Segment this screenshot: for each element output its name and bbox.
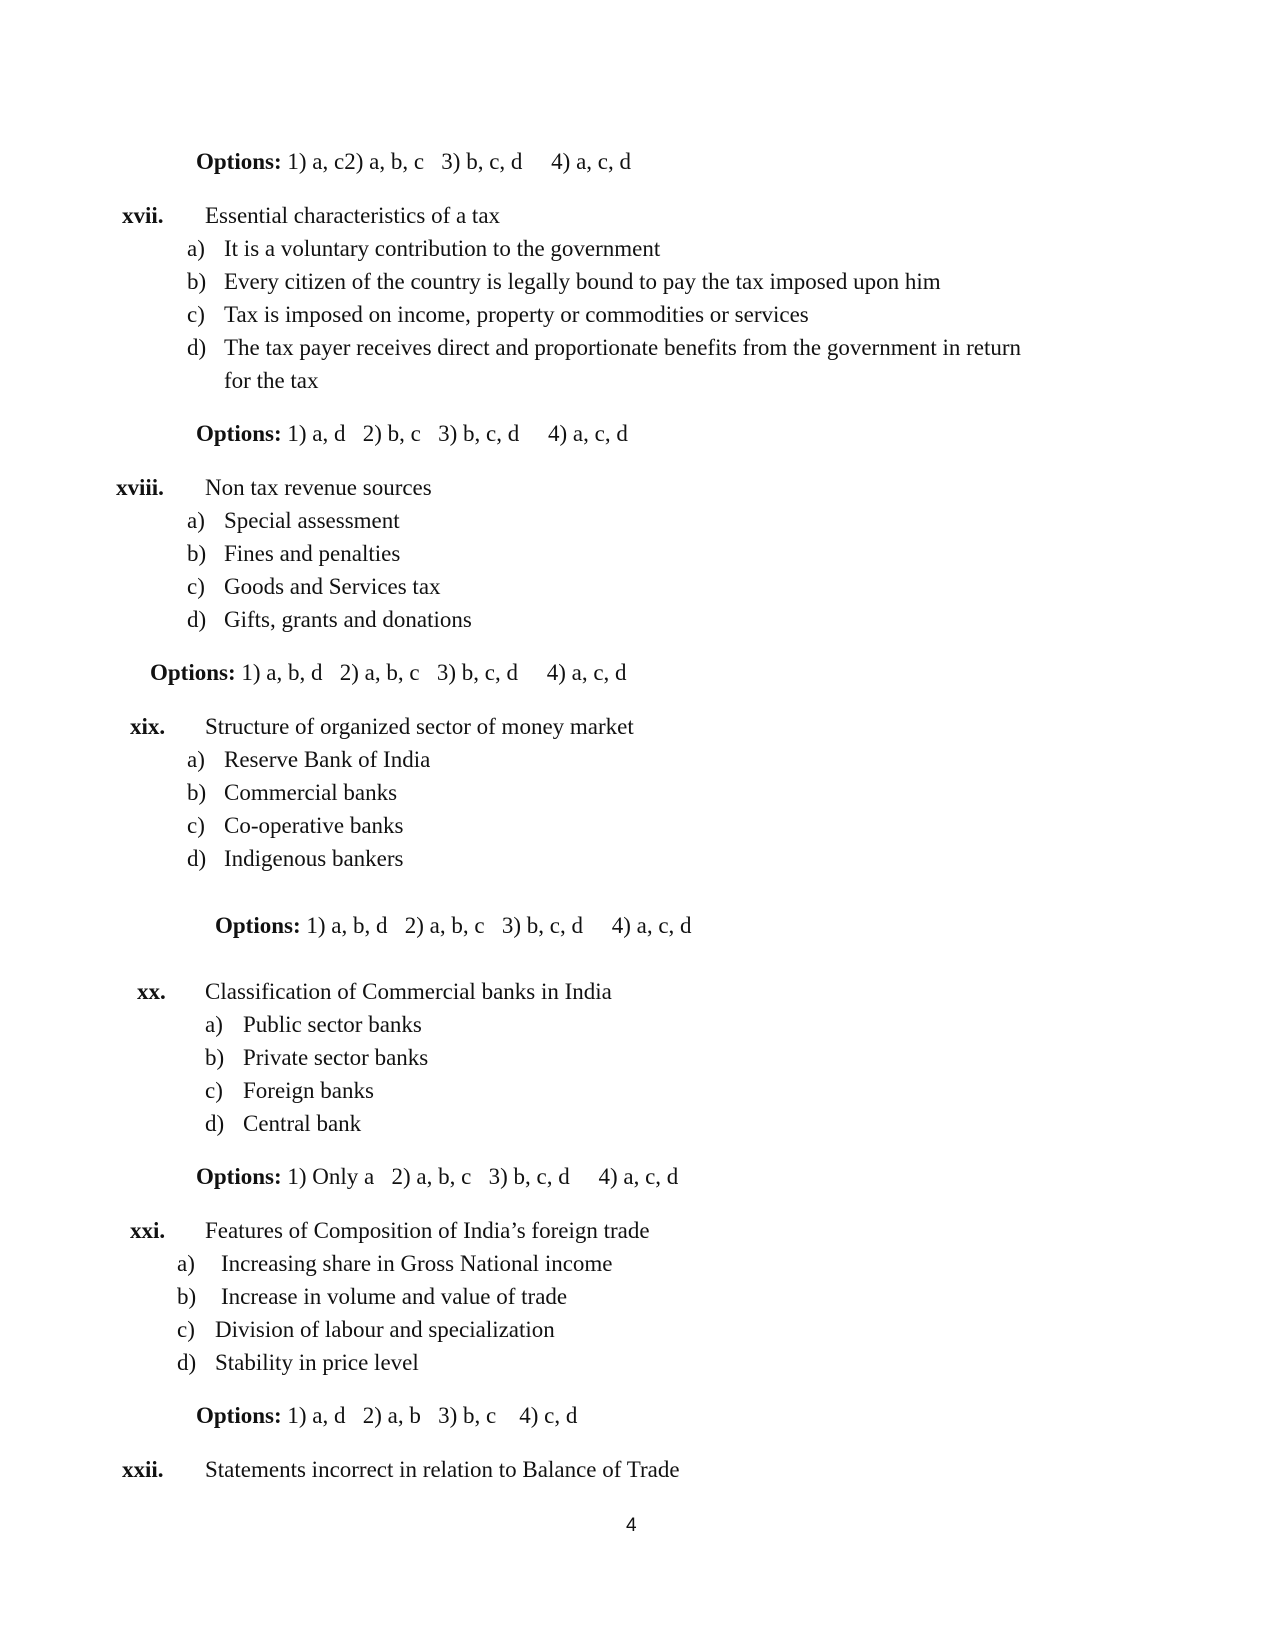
q20-title: Classification of Commercial banks in India [205,979,612,1004]
q18-item-b-marker: b) [187,541,207,566]
q21-item-a: Increasing share in Gross National income [221,1251,613,1276]
q17-item-c-marker: c) [187,302,205,327]
q18-item-a-marker: a) [187,508,205,533]
options-label: Options: [196,421,282,446]
q18-title: Non tax revenue sources [205,475,432,500]
options-label: Options: [150,660,236,685]
q17-item-c: Tax is imposed on income, property or commodities or services [224,302,809,327]
q20-number: xx. [137,979,166,1004]
q17-item-b: Every citizen of the country is legally bound to pay the tax imposed upon him [224,269,941,294]
options-label: Options: [196,1403,282,1428]
options-text: 1) a, c2) a, b, c 3) b, c, d 4) a, c, d [287,149,631,174]
q21-item-a-marker: a) [177,1251,195,1276]
q19-item-a: Reserve Bank of India [224,747,431,772]
q21-options [196,1402,577,1430]
options-label: Options: [196,149,282,174]
q17-item-b-marker: b) [187,269,207,294]
q19-item-a-marker: a) [187,747,205,772]
q20-item-c: Foreign banks [243,1078,374,1103]
q18-number: xviii. [116,475,164,500]
q20-item-c-marker: c) [205,1078,223,1103]
q20-item-d-marker: d) [205,1111,225,1136]
q20-item-a-marker: a) [205,1012,223,1037]
q17-item-a-marker: a) [187,236,205,261]
q21-number: xxi. [130,1218,166,1243]
q18-item-a: Special assessment [224,508,400,533]
q19-item-c-marker: c) [187,813,205,838]
q20-item-b-marker: b) [205,1045,225,1070]
q19-number: xix. [130,714,166,739]
q19-item-b-marker: b) [187,780,207,805]
q17-item-d-continued: for the tax [224,368,319,393]
q21-item-d: Stability in price level [215,1350,419,1375]
q17-number: xvii. [122,203,164,228]
q19-item-c: Co-operative banks [224,813,404,838]
q18-item-c-marker: c) [187,574,205,599]
q21-item-c: Division of labour and specialization [215,1317,555,1342]
q22-number: xxii. [122,1457,164,1482]
q17-item-a: It is a voluntary contribution to the government [224,236,661,261]
q19-item-d: Indigenous bankers [224,846,404,871]
q21-title: Features of Composition of India’s foreign trade [205,1218,650,1243]
q21-item-d-marker: d) [177,1350,197,1375]
options-text: 1) a, b, d 2) a, b, c 3) b, c, d 4) a, c, d [306,913,692,938]
q20-options [196,1163,678,1191]
q19-item-d-marker: d) [187,846,207,871]
q19-title: Structure of organized sector of money market [205,714,634,739]
q18-item-d-marker: d) [187,607,207,632]
q18-item-b: Fines and penalties [224,541,401,566]
options-label: Options: [196,1164,282,1189]
q19-options [215,912,692,940]
q19-item-b: Commercial banks [224,780,398,805]
q20-item-b: Private sector banks [243,1045,429,1070]
q21-item-b-marker: b) [177,1284,197,1309]
q20-item-d: Central bank [243,1111,362,1136]
q17-title: Essential characteristics of a tax [205,203,501,228]
q17-options [196,420,628,448]
q21-item-b: Increase in volume and value of trade [221,1284,568,1309]
options-text: 1) a, b, d 2) a, b, c 3) b, c, d 4) a, c, d [241,660,627,685]
q17-item-d-marker: d) [187,335,207,360]
options-text: 1) a, d 2) a, b 3) b, c 4) c, d [287,1403,578,1428]
options-text: 1) a, d 2) b, c 3) b, c, d 4) a, c, d [287,421,628,446]
options-label: Options: [215,913,301,938]
q18-options [150,659,627,687]
q18-item-d: Gifts, grants and donations [224,607,472,632]
q17-item-d: The tax payer receives direct and proportionate benefits from the government in return [224,335,1022,360]
q21-item-c-marker: c) [177,1317,195,1342]
options-text: 1) Only a 2) a, b, c 3) b, c, d 4) a, c, d [287,1164,679,1189]
q18-item-c: Goods and Services tax [224,574,441,599]
page-number: 4 [626,1515,637,1536]
q22-title: Statements incorrect in relation to Balance of Trade [205,1457,680,1482]
q16-options [196,148,631,176]
q20-item-a: Public sector banks [243,1012,422,1037]
